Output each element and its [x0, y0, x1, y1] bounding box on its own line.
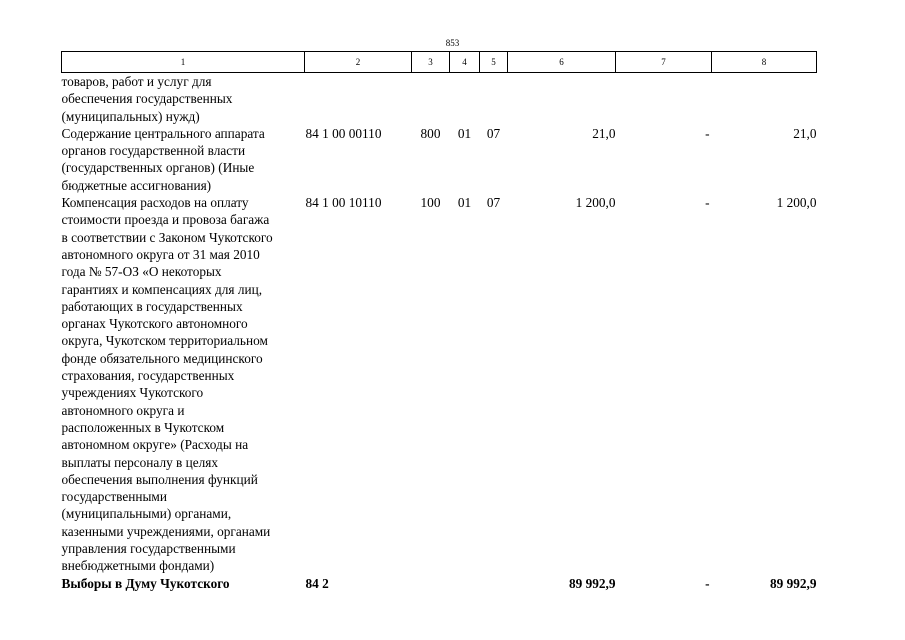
row-amount-regional: 1 200,0: [776, 195, 817, 211]
row-name: Содержание центрального аппарата органов государственной власти (государственных органов) (Иные бюджетные ассигнования): [61, 125, 265, 193]
row-subsection: [480, 575, 508, 592]
row-amount-federal: -: [705, 575, 710, 591]
row-expense-type: 100: [420, 195, 441, 211]
column-number-6: 6: [508, 52, 616, 73]
row-expense-type: [412, 73, 450, 125]
row-amount-regional: [712, 73, 817, 125]
row-name: товаров, работ и услуг для обеспечения государственных (муниципальных) нужд): [61, 74, 233, 124]
row-amount-regional: 21,0: [793, 125, 817, 141]
row-target-code: 84 2: [305, 575, 329, 591]
row-target-code: 84 1 00 00110: [305, 125, 382, 141]
row-section: [450, 575, 480, 592]
row-subsection: 07: [486, 125, 501, 141]
row-name: Выборы в Думу Чукотского: [61, 575, 230, 591]
row-amount-total: 21,0: [592, 125, 616, 141]
page-number: 853: [445, 38, 460, 48]
row-amount-federal: [616, 73, 712, 125]
table-row: [62, 194, 817, 575]
column-number-2: 2: [305, 52, 412, 73]
row-section: 01: [457, 195, 472, 211]
table-header-row: [62, 52, 817, 73]
budget-table: [61, 51, 817, 592]
row-expense-type: [412, 575, 450, 592]
row-subsection: 07: [486, 195, 501, 211]
column-number-4: 4: [450, 52, 480, 73]
row-amount-federal: -: [705, 195, 710, 211]
table-row: [62, 575, 817, 592]
row-amount-total: 89 992,9: [568, 575, 616, 591]
column-number-1: 1: [62, 52, 305, 73]
table-row: [62, 125, 817, 194]
row-expense-type: 800: [420, 125, 441, 141]
row-amount-regional: 89 992,9: [769, 575, 817, 591]
row-section: [450, 73, 480, 125]
row-amount-total: [508, 73, 616, 125]
column-number-7: 7: [616, 52, 712, 73]
column-number-5: 5: [480, 52, 508, 73]
row-target-code: [305, 73, 412, 125]
column-number-3: 3: [412, 52, 450, 73]
row-target-code: 84 1 00 10110: [305, 195, 382, 211]
table-row: [62, 73, 817, 125]
row-section: 01: [457, 125, 472, 141]
row-name: Компенсация расходов на оплату стоимости проезда и провоза багажа в соответствии с Законом Чукотского автономного округа от 31 мая 2010 года № 57-ОЗ «О некоторых гарантиях и компенсациях для лиц, работающих в государственных органах Чукотского автономного округа, Чукотском территориальном фонде обязательного медицинского страхования, государственных учреждениях Чукотского автономного округа и расположенных в Чукотском автономном округе» (Расходы на выплаты персоналу в целях обеспечения выполнения функций государственными (муниципальными) органами, казенными учреждениями, органами управления государственными внебюджетными фондами): [61, 195, 273, 574]
column-number-8: 8: [712, 52, 817, 73]
row-subsection: [480, 73, 508, 125]
row-amount-federal: -: [705, 125, 710, 141]
row-amount-total: 1 200,0: [575, 195, 616, 211]
